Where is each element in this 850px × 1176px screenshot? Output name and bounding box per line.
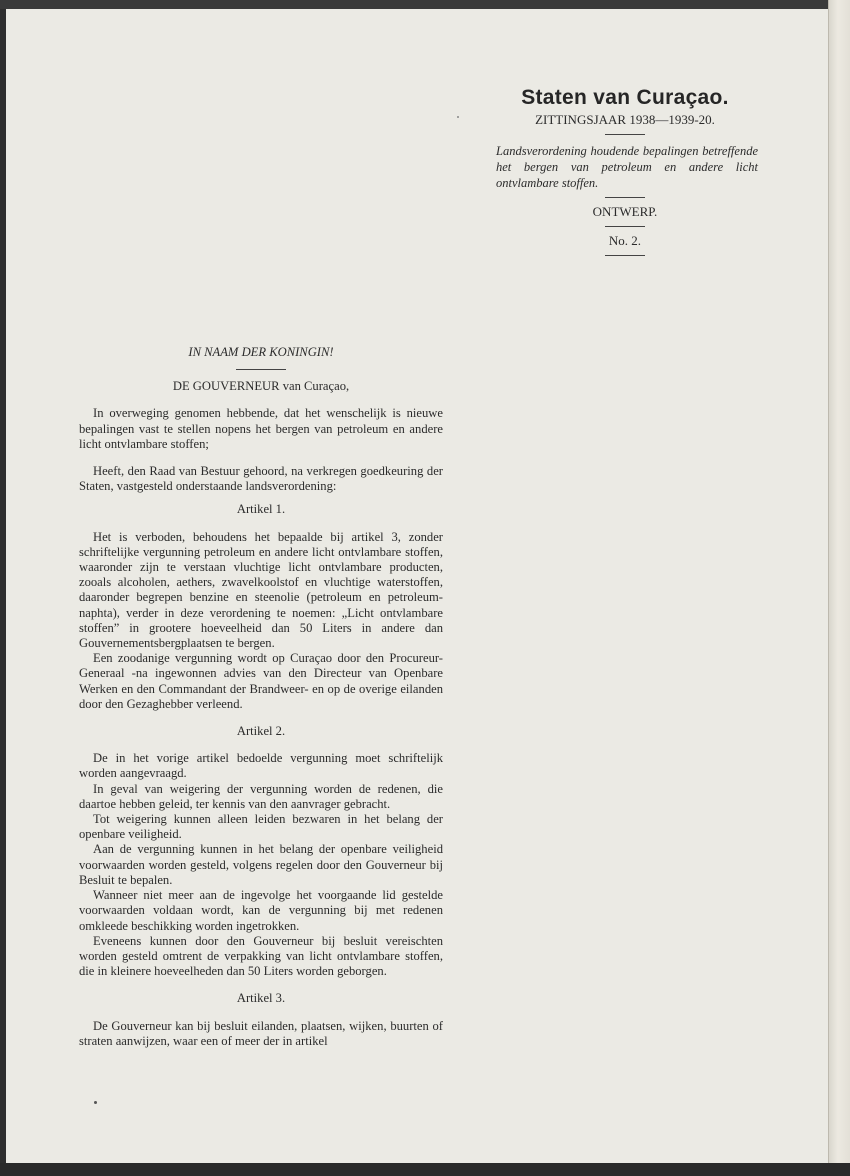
- article-heading: Artikel 3.: [236, 991, 286, 1006]
- article-paragraph: Wanneer niet meer aan de ingevolge het voorgaande lid gestelde voorwaarden voldaan wordt, kan de vergunning bij met redenen omkleede beschikking worden ingetrokken.: [79, 888, 443, 933]
- scan-border-top: [0, 0, 850, 9]
- paper-speck: [457, 116, 459, 118]
- article-paragraph: Aan de vergunning kunnen in het belang der openbare veiligheid voorwaarden worden gesteld, volgens regelen door den Gouverneur bij Besluit te bepalen.: [79, 842, 443, 887]
- article-paragraph: Een zoodanige vergunning wordt op Curaçao door den Procureur-Generaal -na ingewonnen advies van den Directeur van Openbare Werken en den Commandant der Brandweer- en op de overige eilanden door den Gezaghebber verleend.: [79, 651, 443, 711]
- ordinance-text: [79, 345, 443, 1049]
- article-paragraph: De in het vorige artikel bedoelde vergunning moet schriftelijk worden aangevraagd.: [79, 751, 443, 781]
- document-header: [490, 86, 760, 262]
- next-page-edge: [828, 0, 850, 1176]
- scan-border-bottom: [0, 1163, 850, 1176]
- draft-label: ONTWERP.: [592, 204, 658, 219]
- article-paragraph: Het is verboden, behoudens het bepaalde bij artikel 3, zonder schriftelijke vergunning petroleum en andere licht ontvlambare stoffen, waaronder zijn te verstaan vluchtige licht ontvlambare producten, zooals alcoholen, aethers, zwavelkoolstof en vluchtige waterstoffen, daaronder begrepen benzine en steenolie (petroleum en petroleum-naphta), verder in deze verordening te noemen: „Licht ontvlambare stoffen” in grootere hoeveelheid dan 50 Liters in andere dan Gouvernementsbergplaatsen te bergen.: [79, 529, 443, 651]
- subject-line: Landsverordening houdende bepalingen betreffende het bergen van petroleum en andere licht ontvlambare stoffen.: [496, 144, 758, 190]
- article-heading: Artikel 1.: [236, 502, 286, 517]
- divider: [605, 255, 645, 256]
- divider: [605, 134, 645, 135]
- invocation: IN NAAM DER KONINGIN!: [188, 345, 334, 359]
- session-year: ZITTINGSJAAR 1938—1939-20.: [535, 112, 715, 127]
- divider: [605, 197, 645, 198]
- article-paragraph: In geval van weigering der vergunning worden de redenen, die daartoe hebben geleid, ter kennis van den aanvrager gebracht.: [79, 781, 443, 811]
- document-title: Staten van Curaçao.: [521, 86, 729, 109]
- divider: [605, 226, 645, 227]
- issuer: DE GOUVERNEUR van Curaçao,: [172, 379, 350, 394]
- article-paragraph: Tot weigering kunnen alleen leiden bezwaren in het belang der openbare veiligheid.: [79, 812, 443, 842]
- page-mark-dot: [94, 1101, 97, 1104]
- article-heading: Artikel 2.: [236, 724, 286, 739]
- preamble-paragraph: Heeft, den Raad van Bestuur gehoord, na verkregen goedkeuring der Staten, vastgesteld onderstaande landsverordening:: [79, 464, 443, 494]
- article-paragraph: Eveneens kunnen door den Gouverneur bij besluit vereischten worden gesteld omtrent de verpakking van licht ontvlambare stoffen, die in kleinere hoeveelheden dan 50 Liters worden geborgen.: [79, 933, 443, 979]
- article-paragraph: De Gouverneur kan bij besluit eilanden, plaatsen, wijken, buurten of straten aanwijzen, waar een of meer der in artikel: [79, 1018, 443, 1048]
- document-number: No. 2.: [608, 233, 642, 248]
- preamble-paragraph: In overweging genomen hebbende, dat het wenschelijk is nieuwe bepalingen vast te stellen nopens het bergen van petroleum en andere licht ontvlambare stoffen;: [79, 406, 443, 451]
- divider: [236, 369, 286, 370]
